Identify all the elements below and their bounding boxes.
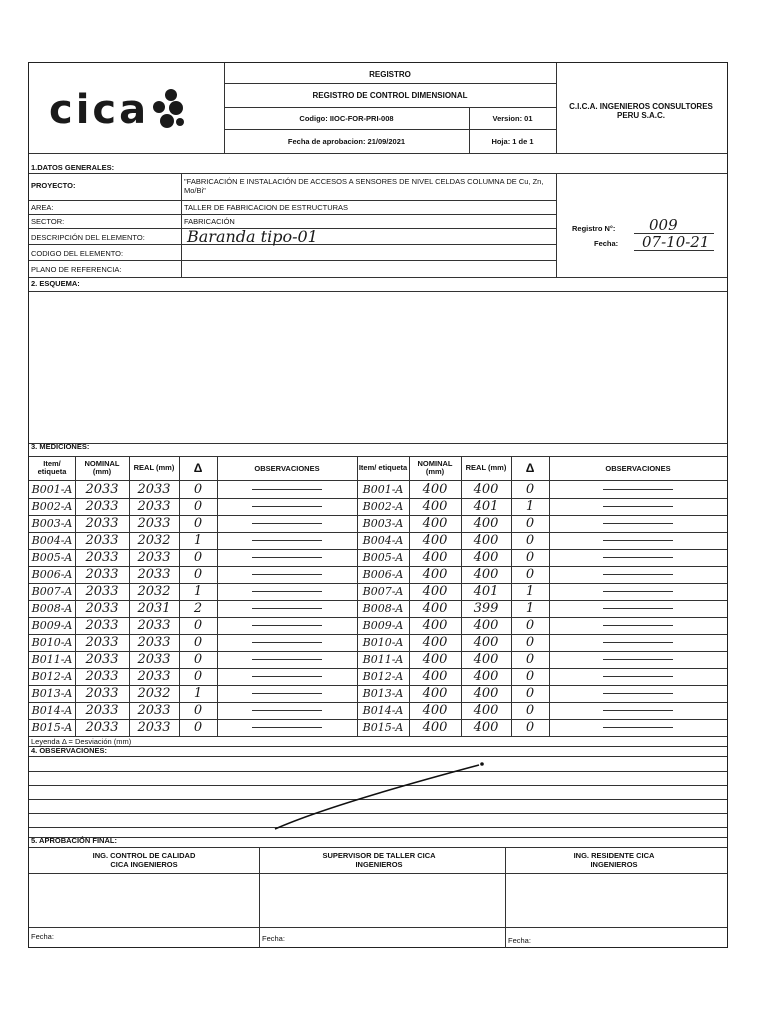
left-item-cell: B003-A <box>31 517 73 530</box>
right-observation-cell <box>549 566 727 583</box>
observation-dash <box>252 574 322 575</box>
right-real-cell: 399 <box>473 601 499 616</box>
right-nominal-cell: 400 <box>422 550 448 565</box>
header-obs-right: OBSERVACIONES <box>605 463 671 473</box>
observation-dash <box>603 557 673 558</box>
observation-dash <box>252 557 322 558</box>
right-real-cell: 400 <box>473 550 499 565</box>
observation-dash <box>252 608 322 609</box>
right-observation-cell <box>549 498 727 515</box>
right-nominal-cell: 400 <box>422 482 448 497</box>
description-value: Baranda tipo-01 <box>187 227 318 246</box>
right-nominal-cell: 400 <box>422 618 448 633</box>
logo-text: cica <box>49 87 150 133</box>
left-observation-cell <box>217 719 357 736</box>
observation-dash <box>603 506 673 507</box>
right-delta-cell: 0 <box>525 550 535 565</box>
right-delta-cell: 0 <box>525 482 535 497</box>
observation-dash <box>603 591 673 592</box>
observation-dash <box>603 710 673 711</box>
left-nominal-cell: 2033 <box>85 482 119 497</box>
right-delta-cell: 1 <box>525 584 535 599</box>
header-item-right: Item/ etiqueta <box>358 463 408 472</box>
observation-dash <box>603 642 673 643</box>
right-real-cell: 400 <box>473 720 499 735</box>
observation-dash <box>603 659 673 660</box>
left-delta-cell: 0 <box>193 516 203 531</box>
observation-dash <box>252 506 322 507</box>
left-real-cell: 2033 <box>137 635 171 650</box>
left-real-cell: 2033 <box>137 703 171 718</box>
left-item-cell: B007-A <box>31 585 73 598</box>
left-delta-cell: 0 <box>193 499 203 514</box>
right-real-cell: 401 <box>473 499 499 514</box>
left-delta-cell: 0 <box>193 567 203 582</box>
right-observation-cell <box>549 532 727 549</box>
form-code: Codigo: IIOC-FOR-PRI-008 <box>299 114 394 123</box>
left-nominal-cell: 2033 <box>85 703 119 718</box>
left-delta-cell: 1 <box>193 584 203 599</box>
right-nominal-cell: 400 <box>422 601 448 616</box>
left-item-cell: B001-A <box>31 483 73 496</box>
right-delta-cell: 0 <box>525 533 535 548</box>
left-real-cell: 2033 <box>137 516 171 531</box>
approval-workshop-supervisor: SUPERVISOR DE TALLER CICA INGENIEROS <box>322 851 436 869</box>
left-item-cell: B002-A <box>31 500 73 513</box>
right-observation-cell <box>549 583 727 600</box>
right-delta-cell: 0 <box>525 686 535 701</box>
left-real-cell: 2032 <box>137 584 171 599</box>
left-nominal-cell: 2033 <box>85 584 119 599</box>
left-delta-cell: 1 <box>193 533 203 548</box>
observation-dash <box>252 676 322 677</box>
approval-date-2: Fecha: <box>262 934 285 943</box>
approval-quality-control: ING. CONTROL DE CALIDAD CICA INGENIEROS <box>92 851 196 869</box>
left-nominal-cell: 2033 <box>85 601 119 616</box>
approval-date-3: Fecha: <box>508 936 531 945</box>
right-nominal-cell: 400 <box>422 516 448 531</box>
row-divider <box>29 736 727 737</box>
right-item-cell: B008-A <box>362 602 404 615</box>
right-nominal-cell: 400 <box>422 584 448 599</box>
header-real-right: REAL (mm) <box>465 463 507 472</box>
right-delta-cell: 0 <box>525 720 535 735</box>
right-nominal-cell: 400 <box>422 567 448 582</box>
right-delta-cell: 0 <box>525 567 535 582</box>
approval-resident-engineer: ING. RESIDENTE CICA INGENIEROS <box>573 851 655 869</box>
form-subtitle: REGISTRO DE CONTROL DIMENSIONAL <box>312 91 468 100</box>
right-real-cell: 400 <box>473 533 499 548</box>
observation-dash <box>603 676 673 677</box>
left-item-cell: B004-A <box>31 534 73 547</box>
left-nominal-cell: 2033 <box>85 635 119 650</box>
left-delta-cell: 0 <box>193 720 203 735</box>
left-item-cell: B011-A <box>31 653 73 666</box>
left-real-cell: 2033 <box>137 669 171 684</box>
left-observation-cell <box>217 566 357 583</box>
header-delta-left: Δ <box>193 461 203 475</box>
right-item-cell: B005-A <box>362 551 404 564</box>
observation-dash <box>252 710 322 711</box>
left-real-cell: 2033 <box>137 618 171 633</box>
right-delta-cell: 0 <box>525 516 535 531</box>
observation-dash <box>252 659 322 660</box>
company-logo <box>49 85 219 135</box>
left-nominal-cell: 2033 <box>85 533 119 548</box>
right-item-cell: B010-A <box>362 636 404 649</box>
observation-dash <box>603 540 673 541</box>
element-code-label: CODIGO DEL ELEMENTO: <box>31 249 124 258</box>
observation-dash <box>252 642 322 643</box>
right-observation-cell <box>549 668 727 685</box>
right-observation-cell <box>549 617 727 634</box>
area-value: TALLER DE FABRICACION DE ESTRUCTURAS <box>184 203 349 212</box>
registro-value: 009 <box>649 216 678 234</box>
company-name: C.I.C.A. INGENIEROS CONSULTORES PERU S.A.C. <box>569 102 713 120</box>
form-title: REGISTRO <box>369 69 411 79</box>
right-nominal-cell: 400 <box>422 652 448 667</box>
right-item-cell: B007-A <box>362 585 404 598</box>
right-real-cell: 400 <box>473 669 499 684</box>
right-nominal-cell: 400 <box>422 499 448 514</box>
left-real-cell: 2033 <box>137 482 171 497</box>
right-nominal-cell: 400 <box>422 703 448 718</box>
description-label: DESCRIPCIÓN DEL ELEMENTO: <box>31 233 145 242</box>
right-delta-cell: 0 <box>525 635 535 650</box>
left-nominal-cell: 2033 <box>85 686 119 701</box>
logo-dots-icon <box>151 88 187 132</box>
left-observation-cell <box>217 685 357 702</box>
right-delta-cell: 0 <box>525 703 535 718</box>
right-real-cell: 400 <box>473 652 499 667</box>
left-observation-cell <box>217 498 357 515</box>
right-item-cell: B011-A <box>362 653 404 666</box>
left-nominal-cell: 2033 <box>85 618 119 633</box>
right-item-cell: B002-A <box>362 500 404 513</box>
left-delta-cell: 0 <box>193 618 203 633</box>
left-item-cell: B009-A <box>31 619 73 632</box>
left-nominal-cell: 2033 <box>85 669 119 684</box>
left-nominal-cell: 2033 <box>85 720 119 735</box>
section-schema-title: 2. ESQUEMA: <box>31 279 80 288</box>
observation-dash <box>603 523 673 524</box>
right-observation-cell <box>549 515 727 532</box>
schema-area <box>29 292 727 442</box>
right-nominal-cell: 400 <box>422 533 448 548</box>
left-real-cell: 2033 <box>137 567 171 582</box>
project-value: "FABRICACIÓN E INSTALACIÓN DE ACCESOS A SENSORES DE NIVEL CELDAS COLUMNA DE Cu, Zn, Mo/Bi" <box>184 177 544 195</box>
observation-dash <box>252 591 322 592</box>
left-nominal-cell: 2033 <box>85 516 119 531</box>
section-general-title: 1.DATOS GENERALES: <box>31 163 115 172</box>
right-item-cell: B003-A <box>362 517 404 530</box>
right-real-cell: 401 <box>473 584 499 599</box>
observation-dash <box>252 693 322 694</box>
project-label: PROYECTO: <box>31 181 76 190</box>
left-item-cell: B005-A <box>31 551 73 564</box>
left-item-cell: B010-A <box>31 636 73 649</box>
right-nominal-cell: 400 <box>422 635 448 650</box>
left-nominal-cell: 2033 <box>85 550 119 565</box>
form-sheet <box>28 62 728 948</box>
observations-strike-line <box>29 753 727 833</box>
left-delta-cell: 0 <box>193 482 203 497</box>
sector-label: SECTOR: <box>31 217 65 226</box>
right-delta-cell: 0 <box>525 669 535 684</box>
left-observation-cell <box>217 515 357 532</box>
left-item-cell: B012-A <box>31 670 73 683</box>
right-real-cell: 400 <box>473 635 499 650</box>
form-version: Version: 01 <box>492 114 533 123</box>
left-observation-cell <box>217 583 357 600</box>
registro-label: Registro N°: <box>572 224 616 233</box>
left-observation-cell <box>217 600 357 617</box>
right-delta-cell: 1 <box>525 601 535 616</box>
header-nominal-right: NOMINAL (mm) <box>417 459 453 476</box>
right-item-cell: B009-A <box>362 619 404 632</box>
left-observation-cell <box>217 651 357 668</box>
left-observation-cell <box>217 532 357 549</box>
section-measurements-title: 3. MEDICIONES: <box>31 442 90 451</box>
section-approval-title: 5. APROBACIÓN FINAL: <box>31 836 117 845</box>
header-real-left: REAL (mm) <box>133 463 175 472</box>
legend: Leyenda Δ = Desviación (mm) <box>31 737 132 746</box>
left-real-cell: 2033 <box>137 720 171 735</box>
left-delta-cell: 0 <box>193 550 203 565</box>
right-observation-cell <box>549 600 727 617</box>
header-nominal-left: NOMINAL (mm) <box>84 459 120 476</box>
left-observation-cell <box>217 702 357 719</box>
left-observation-cell <box>217 668 357 685</box>
right-delta-cell: 0 <box>525 618 535 633</box>
right-nominal-cell: 400 <box>422 669 448 684</box>
right-observation-cell <box>549 685 727 702</box>
right-observation-cell <box>549 481 727 498</box>
left-item-cell: B015-A <box>31 721 73 734</box>
right-observation-cell <box>549 719 727 736</box>
observation-dash <box>603 608 673 609</box>
left-real-cell: 2032 <box>137 686 171 701</box>
fecha-label: Fecha: <box>594 239 619 248</box>
form-approval-date: Fecha de aprobacion: 21/09/2021 <box>287 136 406 146</box>
observation-dash <box>252 625 322 626</box>
left-item-cell: B008-A <box>31 602 73 615</box>
observation-dash <box>252 540 322 541</box>
header-delta-right: Δ <box>525 461 535 475</box>
right-item-cell: B014-A <box>362 704 404 717</box>
right-item-cell: B001-A <box>362 483 404 496</box>
left-item-cell: B013-A <box>31 687 73 700</box>
right-item-cell: B013-A <box>362 687 404 700</box>
right-item-cell: B015-A <box>362 721 404 734</box>
right-observation-cell <box>549 702 727 719</box>
right-real-cell: 400 <box>473 686 499 701</box>
observation-dash <box>603 693 673 694</box>
left-real-cell: 2033 <box>137 652 171 667</box>
right-real-cell: 400 <box>473 482 499 497</box>
reference-plan-label: PLANO DE REFERENCIA: <box>31 265 122 274</box>
sector-value: FABRICACIÓN <box>184 217 235 226</box>
observation-dash <box>252 727 322 728</box>
right-real-cell: 400 <box>473 567 499 582</box>
form-page: Hoja: 1 de 1 <box>491 136 534 146</box>
left-nominal-cell: 2033 <box>85 499 119 514</box>
left-delta-cell: 2 <box>193 601 203 616</box>
right-observation-cell <box>549 634 727 651</box>
observation-dash <box>603 625 673 626</box>
header-item-left: Item/ etiqueta <box>37 459 67 476</box>
observation-dash <box>252 489 322 490</box>
left-nominal-cell: 2033 <box>85 652 119 667</box>
right-real-cell: 400 <box>473 618 499 633</box>
left-observation-cell <box>217 617 357 634</box>
observation-dash <box>603 727 673 728</box>
observation-dash <box>603 489 673 490</box>
header-obs-left: OBSERVACIONES <box>254 463 320 473</box>
left-observation-cell <box>217 481 357 498</box>
right-real-cell: 400 <box>473 703 499 718</box>
measurements-table <box>29 456 727 736</box>
left-item-cell: B006-A <box>31 568 73 581</box>
right-nominal-cell: 400 <box>422 686 448 701</box>
right-delta-cell: 1 <box>525 499 535 514</box>
left-real-cell: 2033 <box>137 499 171 514</box>
left-delta-cell: 0 <box>193 635 203 650</box>
right-observation-cell <box>549 651 727 668</box>
left-item-cell: B014-A <box>31 704 73 717</box>
section-observations-title: 4. OBSERVACIONES: <box>31 746 107 755</box>
left-delta-cell: 0 <box>193 652 203 667</box>
left-nominal-cell: 2033 <box>85 567 119 582</box>
left-observation-cell <box>217 549 357 566</box>
right-observation-cell <box>549 549 727 566</box>
right-nominal-cell: 400 <box>422 720 448 735</box>
observation-dash <box>252 523 322 524</box>
left-real-cell: 2031 <box>137 601 171 616</box>
left-observation-cell <box>217 634 357 651</box>
left-real-cell: 2033 <box>137 550 171 565</box>
left-delta-cell: 0 <box>193 703 203 718</box>
left-delta-cell: 0 <box>193 669 203 684</box>
right-item-cell: B004-A <box>362 534 404 547</box>
right-real-cell: 400 <box>473 516 499 531</box>
left-real-cell: 2032 <box>137 533 171 548</box>
left-delta-cell: 1 <box>193 686 203 701</box>
right-item-cell: B012-A <box>362 670 404 683</box>
right-item-cell: B006-A <box>362 568 404 581</box>
observation-dash <box>603 574 673 575</box>
area-label: AREA: <box>31 203 54 212</box>
approval-date-1: Fecha: <box>31 932 54 941</box>
right-delta-cell: 0 <box>525 652 535 667</box>
fecha-value: 07-10-21 <box>642 233 710 251</box>
